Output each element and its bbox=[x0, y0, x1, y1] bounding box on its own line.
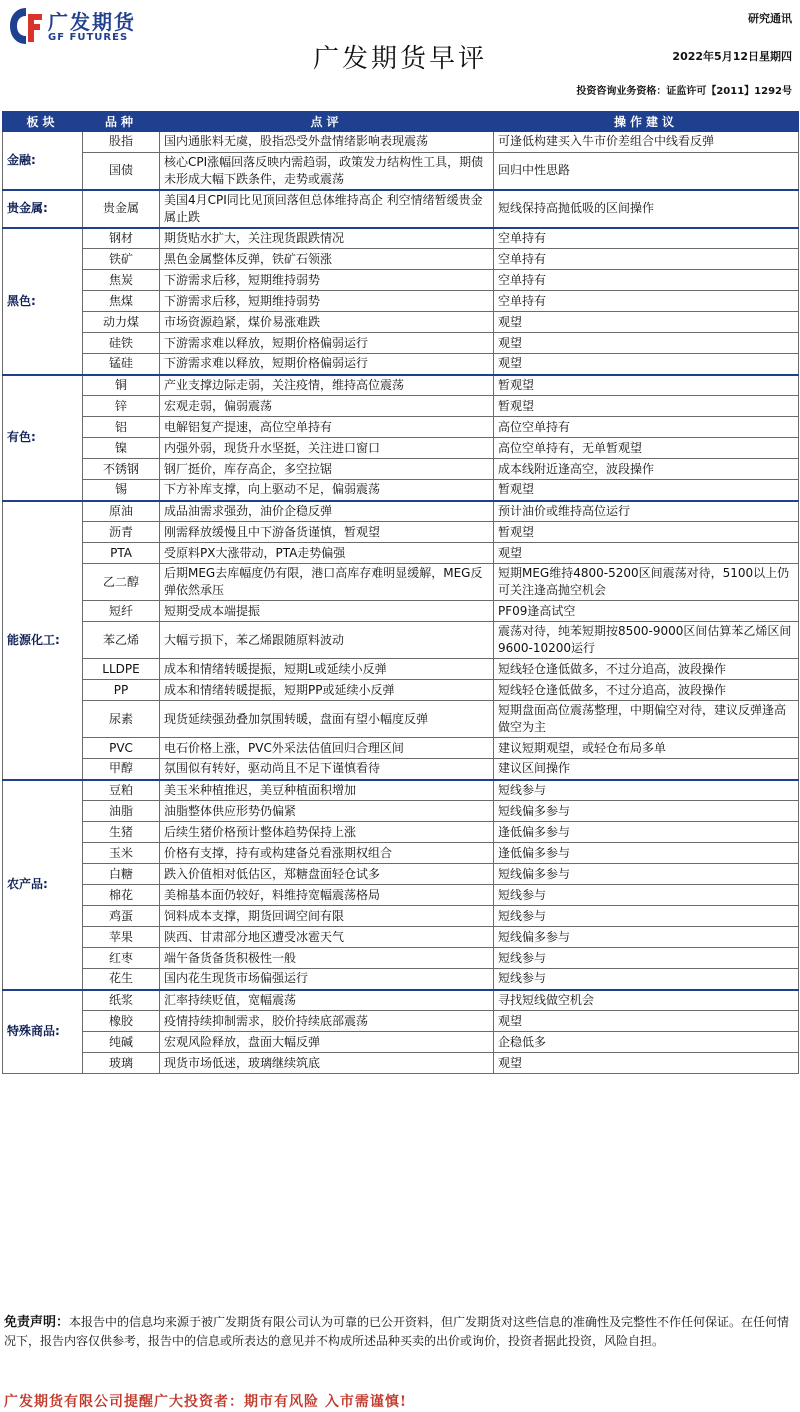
table-header-row bbox=[3, 112, 799, 132]
comment-cell: 成本和情绪转暖提振，短期L或延续小反弹 bbox=[160, 659, 494, 680]
comment-cell: 饲料成本支撑，期货回调空间有限 bbox=[160, 906, 494, 927]
variety-cell: 红枣 bbox=[83, 948, 160, 969]
variety-cell: 甲醇 bbox=[83, 759, 160, 780]
comment-cell: 内强外弱，现货升水坚挺，关注进口窗口 bbox=[160, 438, 494, 459]
advice-cell: 企稳低多 bbox=[494, 1032, 799, 1053]
table-row bbox=[3, 459, 799, 480]
advice-cell: 短线参与 bbox=[494, 780, 799, 801]
advice-cell: 暂观望 bbox=[494, 375, 799, 396]
variety-cell: PTA bbox=[83, 543, 160, 564]
advice-cell: 成本线附近逢高空，波段操作 bbox=[494, 459, 799, 480]
page-title: 广发期货早评 bbox=[312, 44, 487, 74]
sector-label: 金融: bbox=[3, 131, 83, 190]
table-row bbox=[3, 948, 799, 969]
comment-cell: 现货市场低迷，玻璃继续筑底 bbox=[160, 1053, 494, 1074]
variety-cell: 苹果 bbox=[83, 927, 160, 948]
table-row bbox=[3, 680, 799, 701]
comment-cell: 电解铝复产提速，高位空单持有 bbox=[160, 417, 494, 438]
advice-cell: 空单持有 bbox=[494, 228, 799, 249]
variety-cell: 尿素 bbox=[83, 701, 160, 738]
variety-cell: 纸浆 bbox=[83, 990, 160, 1011]
table-row bbox=[3, 396, 799, 417]
table-row bbox=[3, 152, 799, 190]
variety-cell: 焦煤 bbox=[83, 291, 160, 312]
variety-cell: 橡胶 bbox=[83, 1011, 160, 1032]
advice-cell: 观望 bbox=[494, 333, 799, 354]
advice-cell: 观望 bbox=[494, 1011, 799, 1032]
variety-cell: PP bbox=[83, 680, 160, 701]
disclaimer bbox=[4, 1313, 794, 1351]
advice-cell: 短线参与 bbox=[494, 906, 799, 927]
table-row bbox=[3, 438, 799, 459]
comment-cell: 下游需求难以释放，短期价格偏弱运行 bbox=[160, 333, 494, 354]
table-row bbox=[3, 354, 799, 375]
table-row bbox=[3, 990, 799, 1011]
table-row bbox=[3, 131, 799, 152]
comment-cell: 宏观风险释放，盘面大幅反弹 bbox=[160, 1032, 494, 1053]
table-row bbox=[3, 417, 799, 438]
table-row bbox=[3, 927, 799, 948]
advice-cell: 回归中性思路 bbox=[494, 152, 799, 190]
advice-cell: 观望 bbox=[494, 1053, 799, 1074]
advice-cell: 暂观望 bbox=[494, 396, 799, 417]
advice-cell: 暂观望 bbox=[494, 522, 799, 543]
table-row bbox=[3, 249, 799, 270]
table-row bbox=[3, 759, 799, 780]
variety-cell: 短纤 bbox=[83, 601, 160, 622]
comment-cell: 市场资源趋紧，煤价易涨难跌 bbox=[160, 312, 494, 333]
comment-cell: 下游需求难以释放，短期价格偏弱运行 bbox=[160, 354, 494, 375]
disclaimer-label: 免责声明： bbox=[4, 1315, 70, 1330]
variety-cell: 纯碱 bbox=[83, 1032, 160, 1053]
table-row bbox=[3, 864, 799, 885]
comment-cell: 后续生猪价格预计整体趋势保持上涨 bbox=[160, 822, 494, 843]
advice-cell: 空单持有 bbox=[494, 291, 799, 312]
comment-cell: 汇率持续贬值，宽幅震荡 bbox=[160, 990, 494, 1011]
comment-cell: 价格有支撑，持有或构建备兑看涨期权组合 bbox=[160, 843, 494, 864]
table-row bbox=[3, 906, 799, 927]
variety-cell: 鸡蛋 bbox=[83, 906, 160, 927]
variety-cell: 乙二醇 bbox=[83, 564, 160, 601]
variety-cell: 铁矿 bbox=[83, 249, 160, 270]
variety-cell: 镍 bbox=[83, 438, 160, 459]
sector-label: 贵金属: bbox=[3, 190, 83, 228]
comment-cell: 受原料PX大涨带动，PTA走势偏强 bbox=[160, 543, 494, 564]
advice-cell: 逢低偏多参与 bbox=[494, 843, 799, 864]
table-row bbox=[3, 333, 799, 354]
variety-cell: 棉花 bbox=[83, 885, 160, 906]
table-row bbox=[3, 969, 799, 990]
comment-cell: 美玉米种植推迟，美豆种植面积增加 bbox=[160, 780, 494, 801]
advice-cell: 高位空单持有，无单暂观望 bbox=[494, 438, 799, 459]
variety-cell: 生猪 bbox=[83, 822, 160, 843]
license-note: 投资咨询业务资格：证监许可【2011】1292号 bbox=[576, 86, 792, 97]
comment-cell: 疫情持续抑制需求，胶价持续底部震荡 bbox=[160, 1011, 494, 1032]
comment-cell: 下游需求后移，短期维持弱势 bbox=[160, 270, 494, 291]
comment-cell: 宏观走弱，偏弱震荡 bbox=[160, 396, 494, 417]
table-row bbox=[3, 375, 799, 396]
variety-cell: 焦炭 bbox=[83, 270, 160, 291]
table-row bbox=[3, 601, 799, 622]
table-row bbox=[3, 701, 799, 738]
comment-cell: 黑色金属整体反弹，铁矿石领涨 bbox=[160, 249, 494, 270]
variety-cell: 花生 bbox=[83, 969, 160, 990]
table-row bbox=[3, 885, 799, 906]
table-row bbox=[3, 1032, 799, 1053]
comment-cell: 国内通胀料无虞，股指恐受外盘情绪影响表现震荡 bbox=[160, 131, 494, 152]
report-header bbox=[0, 0, 800, 108]
comment-cell: 成品油需求强劲，油价企稳反弹 bbox=[160, 501, 494, 522]
advice-cell: 观望 bbox=[494, 354, 799, 375]
advice-cell: 逢低偏多参与 bbox=[494, 822, 799, 843]
variety-cell: 豆粕 bbox=[83, 780, 160, 801]
logo-name-en: GF FUTURES bbox=[48, 32, 129, 43]
column-header-advice: 操作建议 bbox=[494, 112, 799, 132]
table-row bbox=[3, 843, 799, 864]
advice-cell: 短线参与 bbox=[494, 969, 799, 990]
comment-cell: 美国4月CPI同比见顶回落但总体维持高企 利空情绪暂缓贵金属止跌 bbox=[160, 190, 494, 228]
advice-cell: 暂观望 bbox=[494, 480, 799, 501]
variety-cell: 锰硅 bbox=[83, 354, 160, 375]
sector-label: 黑色: bbox=[3, 228, 83, 375]
variety-cell: 锌 bbox=[83, 396, 160, 417]
table-row bbox=[3, 801, 799, 822]
variety-cell: 苯乙烯 bbox=[83, 622, 160, 659]
advice-cell: 可逢低构建买入牛市价差组合中线看反弹 bbox=[494, 131, 799, 152]
variety-cell: 油脂 bbox=[83, 801, 160, 822]
variety-cell: 不锈钢 bbox=[83, 459, 160, 480]
advice-cell: 短线偏多参与 bbox=[494, 801, 799, 822]
table-body bbox=[3, 131, 799, 1074]
comment-cell: 核心CPI涨幅回落反映内需趋弱，政策发力结构性工具，期债未形成大幅下跌条件，走势或震荡 bbox=[160, 152, 494, 190]
table-row bbox=[3, 822, 799, 843]
table-row bbox=[3, 738, 799, 759]
table-row bbox=[3, 659, 799, 680]
comment-cell: 钢厂挺价，库存高企，多空拉锯 bbox=[160, 459, 494, 480]
advice-cell: PF09逢高试空 bbox=[494, 601, 799, 622]
variety-cell: 玻璃 bbox=[83, 1053, 160, 1074]
sector-label: 农产品: bbox=[3, 780, 83, 990]
advice-cell: 震荡对待，纯苯短期按8500-9000区间估算苯乙烯区间9600-10200运行 bbox=[494, 622, 799, 659]
variety-cell: LLDPE bbox=[83, 659, 160, 680]
variety-cell: 股指 bbox=[83, 131, 160, 152]
comment-cell: 期货贴水扩大，关注现货跟跌情况 bbox=[160, 228, 494, 249]
advice-cell: 短线偏多参与 bbox=[494, 927, 799, 948]
comment-cell: 成本和情绪转暖提振，短期PP或延续小反弹 bbox=[160, 680, 494, 701]
variety-cell: 锡 bbox=[83, 480, 160, 501]
commentary-table bbox=[2, 111, 799, 1074]
variety-cell: 硅铁 bbox=[83, 333, 160, 354]
advice-cell: 观望 bbox=[494, 312, 799, 333]
comment-cell: 氛围似有转好，驱动尚且不足下谨慎看待 bbox=[160, 759, 494, 780]
table-row bbox=[3, 622, 799, 659]
comment-cell: 美棉基本面仍较好，料维持宽幅震荡格局 bbox=[160, 885, 494, 906]
variety-cell: PVC bbox=[83, 738, 160, 759]
risk-warning: 广发期货有限公司提醒广大投资者：期市有风险 入市需谨慎! bbox=[4, 1394, 408, 1410]
comment-cell: 陕西、甘肃部分地区遭受冰雹天气 bbox=[160, 927, 494, 948]
table-row bbox=[3, 522, 799, 543]
table-row bbox=[3, 501, 799, 522]
comment-cell: 下游需求后移，短期维持弱势 bbox=[160, 291, 494, 312]
comment-cell: 下方补库支撑，向上驱动不足，偏弱震荡 bbox=[160, 480, 494, 501]
advice-cell: 短线轻仓逢低做多，不过分追高，波段操作 bbox=[494, 659, 799, 680]
table-row bbox=[3, 543, 799, 564]
comment-cell: 刚需释放缓慢且中下游备货谨慎，暂观望 bbox=[160, 522, 494, 543]
comment-cell: 后期MEG去库幅度仍有限，港口高库存难明显缓解，MEG反弹依然承压 bbox=[160, 564, 494, 601]
corner-label: 研究通讯 bbox=[748, 12, 792, 25]
comment-cell: 跌入价值相对低估区，郑糖盘面轻仓试多 bbox=[160, 864, 494, 885]
advice-cell: 短线参与 bbox=[494, 948, 799, 969]
table-row bbox=[3, 291, 799, 312]
variety-cell: 铜 bbox=[83, 375, 160, 396]
column-header-comment: 点评 bbox=[160, 112, 494, 132]
variety-cell: 玉米 bbox=[83, 843, 160, 864]
table-row bbox=[3, 228, 799, 249]
table-row bbox=[3, 564, 799, 601]
variety-cell: 铝 bbox=[83, 417, 160, 438]
advice-cell: 短线轻仓逢低做多，不过分追高，波段操作 bbox=[494, 680, 799, 701]
comment-cell: 油脂整体供应形势仍偏紧 bbox=[160, 801, 494, 822]
logo-name-cn: 广发期货 bbox=[48, 10, 136, 34]
advice-cell: 短期盘面高位震荡整理，中期偏空对待，建议反弹逢高做空为主 bbox=[494, 701, 799, 738]
variety-cell: 钢材 bbox=[83, 228, 160, 249]
table-row bbox=[3, 1053, 799, 1074]
variety-cell: 国债 bbox=[83, 152, 160, 190]
sector-label: 特殊商品: bbox=[3, 990, 83, 1074]
table-row bbox=[3, 780, 799, 801]
advice-cell: 建议短期观望，或轻仓布局多单 bbox=[494, 738, 799, 759]
variety-cell: 沥青 bbox=[83, 522, 160, 543]
table-row bbox=[3, 480, 799, 501]
advice-cell: 空单持有 bbox=[494, 270, 799, 291]
column-header-variety: 品种 bbox=[83, 112, 160, 132]
comment-cell: 电石价格上涨，PVC外采法估值回归合理区间 bbox=[160, 738, 494, 759]
table-row bbox=[3, 312, 799, 333]
sector-label: 有色: bbox=[3, 375, 83, 501]
table-row bbox=[3, 1011, 799, 1032]
comment-cell: 产业支撑边际走弱，关注疫情，维持高位震荡 bbox=[160, 375, 494, 396]
table-row bbox=[3, 270, 799, 291]
table-row bbox=[3, 190, 799, 228]
comment-cell: 大幅亏损下，苯乙烯跟随原料波动 bbox=[160, 622, 494, 659]
variety-cell: 贵金属 bbox=[83, 190, 160, 228]
advice-cell: 短线参与 bbox=[494, 885, 799, 906]
advice-cell: 预计油价或维持高位运行 bbox=[494, 501, 799, 522]
comment-cell: 端午备货备货积极性一般 bbox=[160, 948, 494, 969]
column-header-sector: 板块 bbox=[3, 112, 83, 132]
advice-cell: 空单持有 bbox=[494, 249, 799, 270]
comment-cell: 短期受成本端提振 bbox=[160, 601, 494, 622]
comment-cell: 现货延续强劲叠加氛围转暖，盘面有望小幅度反弹 bbox=[160, 701, 494, 738]
advice-cell: 短期MEG维持4800-5200区间震荡对待，5100以上仍可关注逢高抛空机会 bbox=[494, 564, 799, 601]
sector-label: 能源化工: bbox=[3, 501, 83, 780]
variety-cell: 动力煤 bbox=[83, 312, 160, 333]
report-date: 2022年5月12日星期四 bbox=[672, 50, 792, 63]
variety-cell: 白糖 bbox=[83, 864, 160, 885]
comment-cell: 国内花生现货市场偏强运行 bbox=[160, 969, 494, 990]
advice-cell: 观望 bbox=[494, 543, 799, 564]
advice-cell: 寻找短线做空机会 bbox=[494, 990, 799, 1011]
advice-cell: 高位空单持有 bbox=[494, 417, 799, 438]
disclaimer-text: 本报告中的信息均来源于被广发期货有限公司认为可靠的已公开资料，但广发期货对这些信息的准确性及完整性不作任何保证。在任何情况下，报告内容仅供参考，报告中的信息或所表达的意见并不构成所述品种买卖的出价或询价，投资者据此投资，风险自担。 bbox=[4, 1315, 790, 1348]
advice-cell: 短线保持高抛低吸的区间操作 bbox=[494, 190, 799, 228]
advice-cell: 建议区间操作 bbox=[494, 759, 799, 780]
advice-cell: 短线偏多参与 bbox=[494, 864, 799, 885]
variety-cell: 原油 bbox=[83, 501, 160, 522]
